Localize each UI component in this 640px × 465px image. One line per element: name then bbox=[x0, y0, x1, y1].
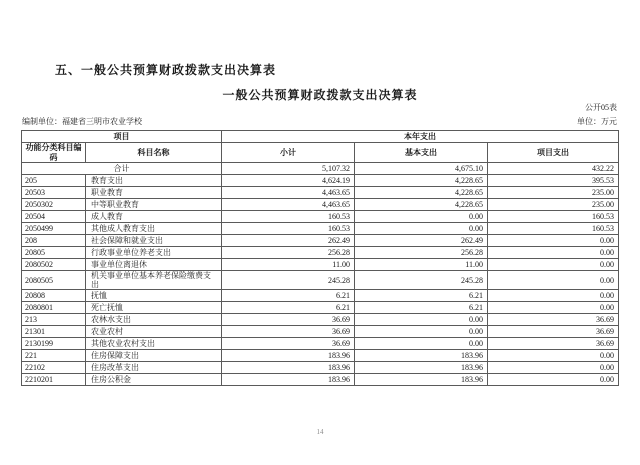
row-basic: 4,228.65 bbox=[355, 187, 488, 199]
row-code: 2080505 bbox=[22, 271, 86, 290]
table-row bbox=[22, 199, 619, 211]
table-row bbox=[22, 326, 619, 338]
row-project: 0.00 bbox=[488, 362, 619, 374]
row-project: 36.69 bbox=[488, 314, 619, 326]
row-name: 其他农业农村支出 bbox=[86, 338, 222, 350]
row-project: 235.00 bbox=[488, 199, 619, 211]
row-code: 21301 bbox=[22, 326, 86, 338]
table-row bbox=[22, 350, 619, 362]
row-code: 20805 bbox=[22, 247, 86, 259]
row-name: 事业单位离退休 bbox=[86, 259, 222, 271]
table-row bbox=[22, 290, 619, 302]
table-row bbox=[22, 314, 619, 326]
row-project: 0.00 bbox=[488, 374, 619, 386]
row-code: 2050302 bbox=[22, 199, 86, 211]
row-code: 205 bbox=[22, 175, 86, 187]
row-basic: 183.96 bbox=[355, 362, 488, 374]
header-year-group: 本年支出 bbox=[222, 131, 619, 143]
row-code: 2210201 bbox=[22, 374, 86, 386]
row-code: 221 bbox=[22, 350, 86, 362]
row-basic: 0.00 bbox=[355, 223, 488, 235]
header-group-row bbox=[22, 131, 619, 143]
header-basic: 基本支出 bbox=[355, 143, 488, 163]
table-row bbox=[22, 211, 619, 223]
row-code: 213 bbox=[22, 314, 86, 326]
table-title: 一般公共预算财政拨款支出决算表 bbox=[222, 88, 418, 102]
row-project: 0.00 bbox=[488, 290, 619, 302]
row-name: 住房保障支出 bbox=[86, 350, 222, 362]
row-basic: 4,228.65 bbox=[355, 199, 488, 211]
row-code: 2080502 bbox=[22, 259, 86, 271]
row-basic: 183.96 bbox=[355, 350, 488, 362]
row-subtotal: 6.21 bbox=[222, 290, 355, 302]
total-row bbox=[22, 163, 619, 175]
row-project: 0.00 bbox=[488, 271, 619, 290]
header-item-group: 项目 bbox=[22, 131, 222, 143]
table-row bbox=[22, 302, 619, 314]
budget-table bbox=[21, 130, 619, 386]
row-name: 社会保障和就业支出 bbox=[86, 235, 222, 247]
row-code: 20504 bbox=[22, 211, 86, 223]
row-project: 0.00 bbox=[488, 259, 619, 271]
row-code: 22102 bbox=[22, 362, 86, 374]
table-row bbox=[22, 175, 619, 187]
row-subtotal: 256.28 bbox=[222, 247, 355, 259]
row-basic: 6.21 bbox=[355, 302, 488, 314]
row-project: 36.69 bbox=[488, 326, 619, 338]
table-row bbox=[22, 187, 619, 199]
table-meta-row bbox=[22, 116, 617, 127]
row-subtotal: 160.53 bbox=[222, 211, 355, 223]
row-name: 农业农村 bbox=[86, 326, 222, 338]
table-row bbox=[22, 235, 619, 247]
row-name: 行政事业单位养老支出 bbox=[86, 247, 222, 259]
header-subtotal: 小计 bbox=[222, 143, 355, 163]
row-subtotal: 160.53 bbox=[222, 223, 355, 235]
row-code: 20808 bbox=[22, 290, 86, 302]
row-subtotal: 36.69 bbox=[222, 326, 355, 338]
row-project: 235.00 bbox=[488, 187, 619, 199]
row-code: 2050499 bbox=[22, 223, 86, 235]
row-basic: 245.28 bbox=[355, 271, 488, 290]
row-project: 0.00 bbox=[488, 350, 619, 362]
row-project: 0.00 bbox=[488, 235, 619, 247]
row-code: 2080801 bbox=[22, 302, 86, 314]
row-basic: 0.00 bbox=[355, 314, 488, 326]
row-code: 20503 bbox=[22, 187, 86, 199]
row-code: 208 bbox=[22, 235, 86, 247]
table-row bbox=[22, 374, 619, 386]
row-subtotal: 4,463.65 bbox=[222, 199, 355, 211]
row-subtotal: 36.69 bbox=[222, 338, 355, 350]
header-columns-row bbox=[22, 143, 619, 163]
total-basic: 4,675.10 bbox=[355, 163, 488, 175]
row-name: 机关事业单位基本养老保险缴费支出 bbox=[86, 271, 222, 290]
row-name: 住房改革支出 bbox=[86, 362, 222, 374]
row-subtotal: 11.00 bbox=[222, 259, 355, 271]
row-basic: 183.96 bbox=[355, 374, 488, 386]
row-subtotal: 183.96 bbox=[222, 374, 355, 386]
header-name: 科目名称 bbox=[86, 143, 222, 163]
row-subtotal: 245.28 bbox=[222, 271, 355, 290]
section-title: 五、一般公共预算财政拨款支出决算表 bbox=[55, 63, 277, 77]
row-name: 教育支出 bbox=[86, 175, 222, 187]
total-label: 合计 bbox=[22, 163, 222, 175]
unit-label: 单位：万元 bbox=[577, 117, 617, 126]
table-row bbox=[22, 223, 619, 235]
header-project: 项目支出 bbox=[488, 143, 619, 163]
total-project: 432.22 bbox=[488, 163, 619, 175]
row-name: 其他成人教育支出 bbox=[86, 223, 222, 235]
prepared-by-label: 编制单位：福建省三明市农业学校 bbox=[22, 117, 142, 126]
table-row bbox=[22, 338, 619, 350]
row-name: 抚恤 bbox=[86, 290, 222, 302]
row-project: 395.53 bbox=[488, 175, 619, 187]
row-project: 36.69 bbox=[488, 338, 619, 350]
header-code: 功能分类科目编码 bbox=[22, 143, 86, 163]
row-subtotal: 36.69 bbox=[222, 314, 355, 326]
row-basic: 4,228.65 bbox=[355, 175, 488, 187]
row-basic: 0.00 bbox=[355, 211, 488, 223]
row-code: 2130199 bbox=[22, 338, 86, 350]
row-subtotal: 4,463.65 bbox=[222, 187, 355, 199]
row-basic: 256.28 bbox=[355, 247, 488, 259]
row-subtotal: 183.96 bbox=[222, 362, 355, 374]
row-basic: 0.00 bbox=[355, 338, 488, 350]
row-project: 0.00 bbox=[488, 302, 619, 314]
row-name: 死亡抚恤 bbox=[86, 302, 222, 314]
row-name: 职业教育 bbox=[86, 187, 222, 199]
table-reference-label: 公开05表 bbox=[585, 103, 617, 112]
row-name: 农林水支出 bbox=[86, 314, 222, 326]
row-project: 160.53 bbox=[488, 223, 619, 235]
row-name: 成人教育 bbox=[86, 211, 222, 223]
table-row bbox=[22, 271, 619, 290]
row-basic: 11.00 bbox=[355, 259, 488, 271]
row-project: 0.00 bbox=[488, 247, 619, 259]
row-basic: 6.21 bbox=[355, 290, 488, 302]
row-subtotal: 183.96 bbox=[222, 350, 355, 362]
row-subtotal: 262.49 bbox=[222, 235, 355, 247]
total-subtotal: 5,107.32 bbox=[222, 163, 355, 175]
table-row bbox=[22, 247, 619, 259]
page-number: 14 bbox=[316, 428, 324, 436]
row-basic: 0.00 bbox=[355, 326, 488, 338]
table-row bbox=[22, 362, 619, 374]
row-subtotal: 4,624.19 bbox=[222, 175, 355, 187]
row-project: 160.53 bbox=[488, 211, 619, 223]
row-name: 中等职业教育 bbox=[86, 199, 222, 211]
table-row bbox=[22, 259, 619, 271]
row-name: 住房公积金 bbox=[86, 374, 222, 386]
row-basic: 262.49 bbox=[355, 235, 488, 247]
row-subtotal: 6.21 bbox=[222, 302, 355, 314]
